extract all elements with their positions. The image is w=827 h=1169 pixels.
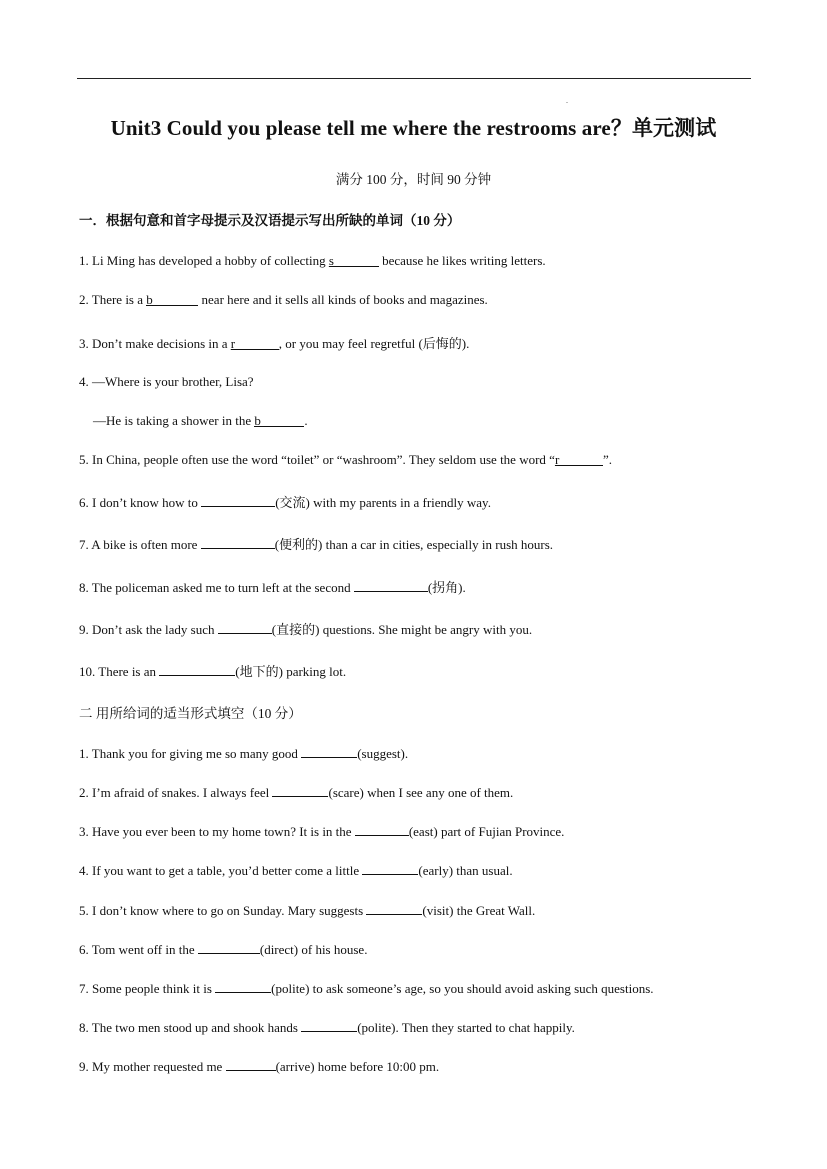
answer-blank[interactable] — [355, 822, 409, 836]
section-1-heading: 一．根据句意和首字母提示及汉语提示写出所缺的单词（10 分） — [79, 213, 461, 228]
question-2-9: 9. My mother requested me (arrive) home before 10:00 pm. — [79, 1059, 440, 1074]
answer-blank[interactable]: b — [254, 413, 304, 427]
question-2-5: 5. I don’t know where to go on Sunday. Mary suggests (visit) the Great Wall. — [79, 903, 536, 918]
answer-blank[interactable] — [159, 662, 235, 676]
question-1-7: 7. A bike is often more (便利的) than a car in cities, especially in rush hours. — [79, 537, 554, 552]
question-1-6: 6. I don’t know how to (交流) with my parents in a friendly way. — [79, 495, 491, 510]
answer-blank[interactable] — [198, 940, 260, 954]
answer-blank[interactable] — [218, 620, 272, 634]
answer-blank[interactable] — [366, 901, 422, 915]
question-2-1: 1. Thank you for giving me so many good (suggest). — [79, 746, 409, 761]
answer-blank[interactable]: b — [146, 292, 198, 306]
answer-blank[interactable] — [354, 578, 428, 592]
answer-blank[interactable] — [301, 744, 357, 758]
question-2-8: 8. The two men stood up and shook hands (polite). Then they started to chat happily. — [79, 1020, 575, 1035]
answer-blank[interactable] — [226, 1057, 276, 1071]
answer-blank[interactable]: r — [231, 336, 279, 350]
question-2-3: 3. Have you ever been to my home town? It is in the (east) part of Fujian Province. — [79, 824, 565, 839]
question-1-2: 2. There is a b near here and it sells all kinds of books and magazines. — [79, 292, 488, 307]
question-1-9: 9. Don’t ask the lady such (直接的) questions. She might be angry with you. — [79, 622, 533, 637]
question-1-8: 8. The policeman asked me to turn left at the second (拐角). — [79, 580, 466, 595]
question-1-10: 10. There is an (地下的) parking lot. — [79, 664, 347, 679]
answer-blank[interactable] — [201, 493, 275, 507]
question-2-6: 6. Tom went off in the (direct) of his house. — [79, 942, 368, 957]
question-2-2: 2. I’m afraid of snakes. I always feel (scare) when I see any one of them. — [79, 785, 514, 800]
answer-blank[interactable]: s — [329, 253, 379, 267]
header-dot: . — [566, 96, 568, 105]
question-1-4-prompt: 4. —Where is your brother, Lisa? — [79, 374, 254, 389]
question-1-4-reply: —He is taking a shower in the b . — [93, 413, 308, 428]
answer-blank[interactable] — [215, 979, 271, 993]
question-2-7: 7. Some people think it is (polite) to ask someone’s age, so you should avoid asking such questions. — [79, 981, 654, 996]
question-1-3: 3. Don’t make decisions in a r , or you may feel regretful (后悔的). — [79, 336, 470, 351]
header-rule — [77, 78, 751, 79]
answer-blank[interactable] — [362, 861, 418, 875]
answer-blank[interactable]: r — [555, 452, 603, 466]
page-subtitle: 满分 100 分，时间 90 分钟 — [335, 172, 492, 187]
answer-blank[interactable] — [272, 783, 328, 797]
answer-blank[interactable] — [201, 535, 275, 549]
page-title: Unit3 Could you please tell me where the restrooms are？单元测试 — [110, 116, 717, 140]
question-2-4: 4. If you want to get a table, you’d better come a little (early) than usual. — [79, 863, 513, 878]
question-1-1: 1. Li Ming has developed a hobby of collecting s because he likes writing letters. — [79, 253, 546, 268]
answer-blank[interactable] — [301, 1018, 357, 1032]
question-1-5: 5. In China, people often use the word “toilet” or “washroom”. They seldom use the word “r ”. — [79, 452, 612, 467]
section-2-heading: 二 用所给词的适当形式填空（10 分） — [79, 706, 302, 721]
